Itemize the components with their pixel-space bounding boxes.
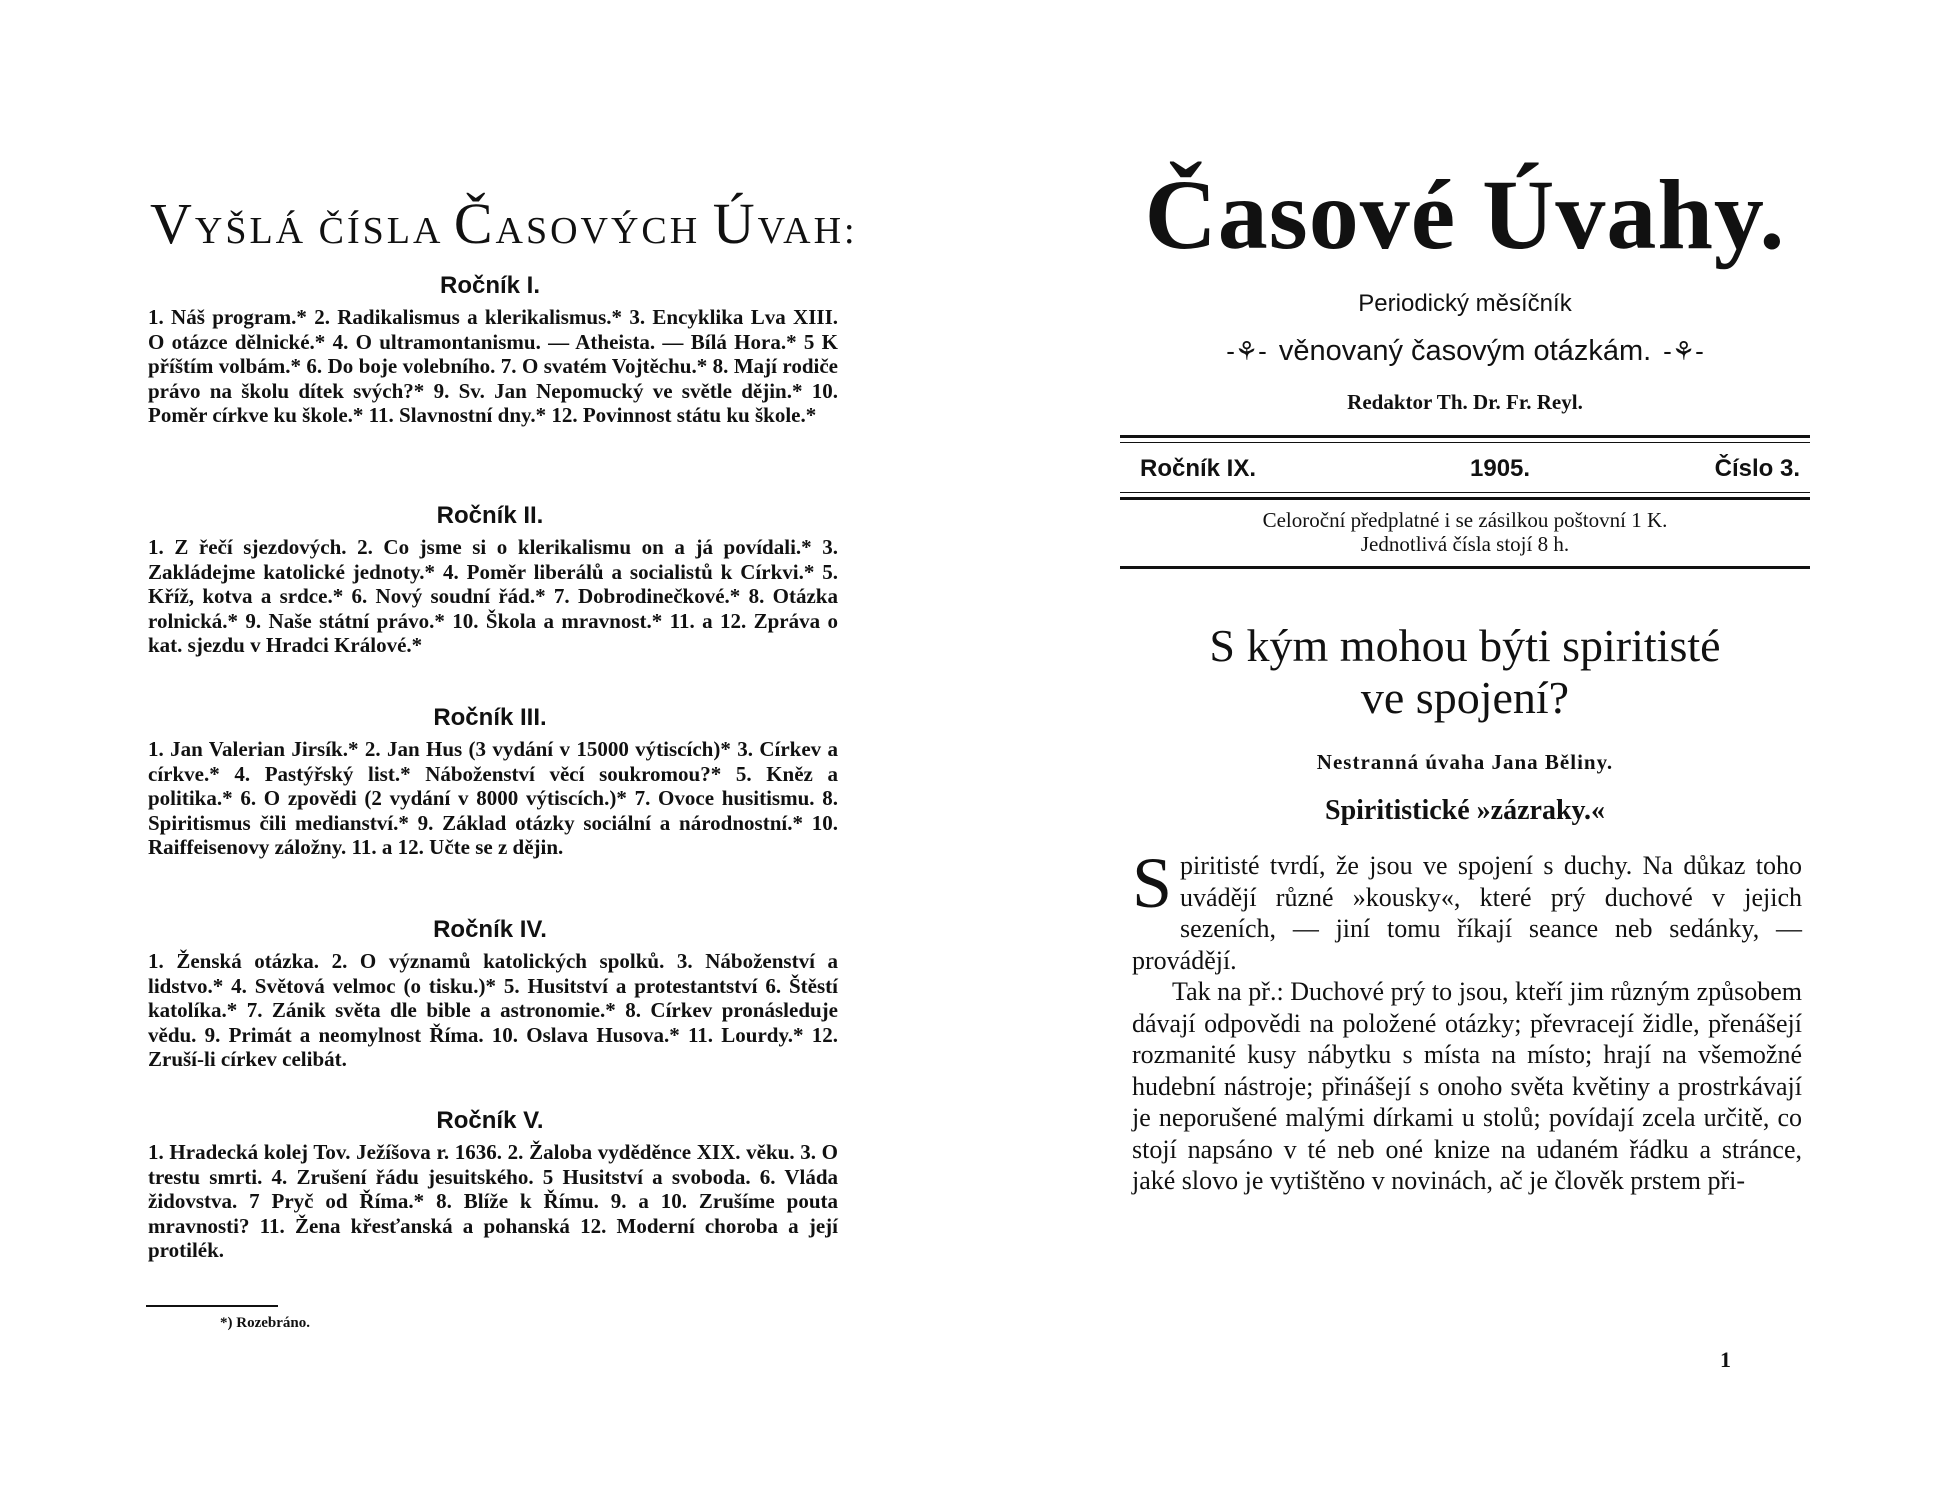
section-heading: Spiritistické »zázraky.« (1325, 795, 1605, 826)
volume-2-contents: 1. Z řečí sjezdových. 2. Co jsme si o klerikalismu on a já povídali.* 3. Zakládejme katolické jednoty.* 4. Poměr liberálů a socialistů k Církvi.* 5. Kříž, kotva a srdce.* 6. Nový soudní řád.* 7. Dobrodinečkové.* 8. Otázka rolnická.* 9. Naše státní právo.* 10. Škola a mravnost.* 11. a 12. Zpráva o kat. sjezdu v Hradci Králové.* (148, 535, 838, 657)
subscription-price: Celoroční předplatné i se zásilkou poštovní 1 K. (1262, 508, 1668, 532)
article-title-line2: ve spojení? (1360, 672, 1570, 723)
volume-4-contents: 1. Ženská otázka. 2. O významů katolických spolků. 3. Náboženství a lidstvo.* 4. Světová velmoc (o tisku.)* 5. Husitství a protestantství 6. Štěstí katolíka.* 7. Zánik světa dle bible a astronomie.* 8. Církev pronásleduje vědu. 9. Primát a neomylnost Říma. 10. Oslava Husova.* 11. Lourdy.* 12. Zruší-li církev celibát. (148, 949, 838, 1071)
editor-line: Redaktor Th. Dr. Fr. Reyl. (1347, 390, 1583, 414)
volume-2-heading: Ročník II. (436, 502, 544, 529)
footnote-divider (146, 1305, 278, 1307)
masthead-subtitle: Periodický měsíčník (1358, 290, 1572, 317)
footnote: *) Rozebráno. (220, 1315, 310, 1331)
article-body (1132, 843, 1802, 1197)
masthead-tagline (1120, 335, 1810, 368)
issue-volume: Ročník IX. (1140, 455, 1257, 482)
paragraph-1-text: piritisté tvrdí, že jsou ve spojení s duchy. Na důkaz toho uvádějí různé »kousky«, které prý duchové v jejich sezeních, — jiní tomu říkají seance neb sedánky, — provádějí. (1132, 851, 1802, 975)
toc-title-initial-c: Č (453, 191, 496, 256)
paragraph-2: Tak na př.: Duchové prý to jsou, kteří jim různým způsobem dávají odpovědi na položené otázky; převracejí židle, přenášejí rozmanité kusy nábytku s místa na místo; hrají na všemožné hudební nástroje; přinášejí s onoho světa květiny a prostrkávají je neporušené malými dírkami u stolů; povídají zcela určitě, co stojí napsáno v té neb oné knize na udaném řádku a stránce, jaké slovo je vytištěno v novinách, ač je člověk prstem při- (1132, 977, 1802, 1195)
volume-5-contents: 1. Hradecká kolej Tov. Ježíšova r. 1636. 2. Žaloba vyděděnce XIX. věku. 3. O trestu smrti. 4. Zrušení řádu jesuitského. 5 Husitství a svoboda. 6. Vláda židovstva. 7 Pryč od Říma.* 8. Blíže k Římu. 9. a 10. Zrušíme pouta mravnosti? 11. Žena křesťanská a pohanská 12. Moderní choroba a její protilék. (148, 1140, 838, 1262)
volume-1-contents: 1. Náš program.* 2. Radikalismus a klerikalismus.* 3. Encyklika Lva XIII. O otázce dělnické.* 4. O ultramontanismu. — Atheista. — Bílá Hora.* 5 K příštím volbám.* 6. Do boje volebního. 7. O svatém Vojtěchu.* 8. Mají rodiče právo na školu dítek svých?* 9. Sv. Jan Nepomucký ve světle dějin.* 10. Poměr církve ku škole.* 11. Slavnostní dny.* 12. Povinnost státu ku škole.* (148, 305, 838, 427)
toc-title (150, 190, 858, 270)
header-rule-top (1120, 435, 1810, 438)
masthead-title: Časové Úvahy. (1144, 159, 1786, 270)
right-page (1120, 0, 1810, 1500)
issue-info-row (1140, 455, 1800, 485)
article-title-line1: S kým mohou býti spiritisté (1209, 620, 1721, 671)
volume-1-heading: Ročník I. (439, 272, 541, 299)
issue-rule-thick (1120, 497, 1810, 500)
volume-4-heading: Ročník IV. (433, 916, 547, 943)
volume-3-contents: 1. Jan Valerian Jirsík.* 2. Jan Hus (3 vydání v 15000 výtiscích)* 3. Církev a církve.* 4. Pastýřský list.* Náboženství věcí soukromou?* 5. Kněz a politika.* 6. O zpovědi (2 vydání v 8000 výtiscích.)* 7. Ovoce husitismu. 8. Spiritismus čili medianství.* 9. Základ otázky sociální a národnostní.* 10. Raiffeisenovy záložny. 11. a 12. Učte se z dějin. (148, 737, 838, 859)
issue-rule-thin (1120, 492, 1810, 493)
toc-title-initial-u: Ú (712, 191, 758, 256)
page-number: 1 (1720, 1347, 1731, 1372)
toc-title-part2: ASOVÝCH (495, 210, 713, 252)
left-page (140, 0, 858, 1500)
right-ornament-icon: -⚘- (1663, 336, 1704, 366)
volume-5-heading: Ročník V. (436, 1107, 544, 1134)
subscription-info (1120, 508, 1810, 556)
volume-3-heading: Ročník III. (433, 704, 547, 731)
tagline-text: věnovaný časovým otázkám. (1278, 335, 1652, 367)
issue-number: Číslo 3. (1714, 455, 1800, 482)
toc-title-part1: YŠLÁ ČÍSLA (194, 210, 454, 252)
single-issue-price: Jednotlivá čísla stojí 8 h. (1360, 532, 1570, 556)
toc-title-initial-v: V (150, 191, 195, 256)
drop-cap: S (1132, 843, 1173, 923)
subscription-rule (1120, 566, 1810, 569)
toc-title-part3: VAH: (757, 210, 858, 252)
issue-year: 1905. (1470, 455, 1531, 482)
article-byline: Nestranná úvaha Jana Běliny. (1316, 750, 1614, 774)
left-ornament-icon: -⚘- (1226, 336, 1267, 366)
header-rule-top-thin (1120, 442, 1810, 443)
paragraph-1 (1132, 843, 1802, 976)
article-title (1120, 620, 1810, 724)
